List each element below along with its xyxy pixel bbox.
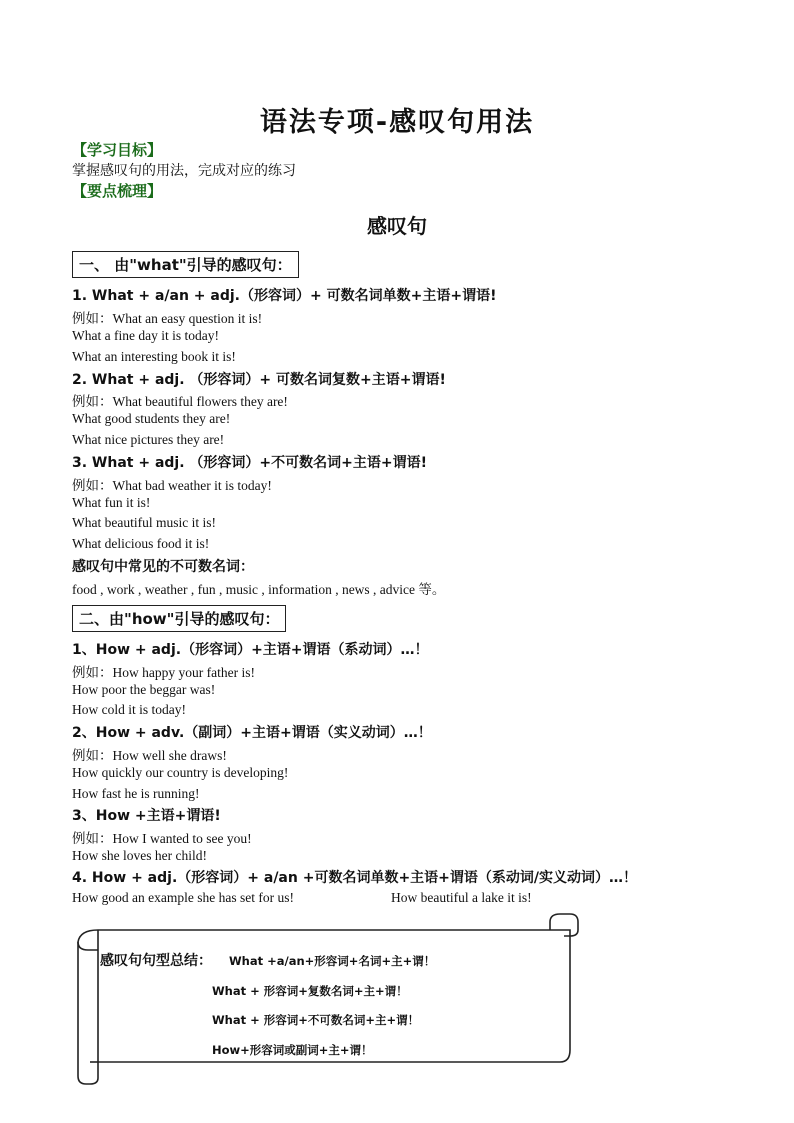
how-rule-4-example: How beautiful a lake it is!: [391, 890, 532, 905]
uncountable-list: food , work , weather , fun , music , information , news , advice 等。: [72, 582, 446, 597]
what-rule-2: 2. What + adj. （形容词）+ 可数名词复数+主语+谓语!: [72, 372, 446, 388]
what-rule-3-example: What delicious food it is!: [72, 536, 210, 551]
scroll-frame: [70, 910, 590, 1092]
summary-title: 感叹句句型总结：: [100, 953, 212, 969]
how-rule-1-example: 例如：How happy your father is!: [72, 665, 255, 680]
how-rule-3-example: 例如：How I wanted to see you!: [72, 831, 252, 846]
summary-line: What +a/an+形容词+名词+主+谓！: [229, 954, 436, 968]
how-rule-4-example: How good an example she has set for us!: [72, 890, 294, 905]
learning-goals-text: 掌握感叹句的用法，完成对应的练习: [72, 163, 296, 179]
what-rule-1-example: What an interesting book it is!: [72, 349, 236, 364]
section-heading: 感叹句: [367, 214, 427, 238]
what-rule-1-example: What a fine day it is today!: [72, 328, 219, 343]
how-rule-2: 2、How + adv.（副词）+主语+谓语（实义动词）…！: [72, 725, 432, 741]
how-rule-1-example: How cold it is today!: [72, 702, 186, 717]
what-rule-1-example: 例如：What an easy question it is!: [72, 311, 263, 326]
how-rule-1-example: How poor the beggar was!: [72, 682, 216, 697]
learning-goals-label: 【学习目标】: [72, 141, 163, 159]
uncountable-heading: 感叹句中常见的不可数名词：: [72, 559, 254, 575]
what-rule-3-example: 例如：What bad weather it is today!: [72, 478, 272, 493]
how-rule-3-example: How she loves her child!: [72, 848, 207, 863]
how-rule-1: 1、How + adj.（形容词）+主语+谓语（系动词）…！: [72, 642, 429, 658]
how-rule-2-example: 例如：How well she draws!: [72, 748, 227, 763]
summary-line: How+形容词或副词+主+谓！: [212, 1043, 373, 1057]
what-rule-3-example: What beautiful music it is!: [72, 515, 216, 530]
what-rule-3: 3. What + adj. （形容词）+不可数名词+主语+谓语!: [72, 455, 427, 471]
summary-line: What + 形容词+不可数名词+主+谓！: [212, 1013, 420, 1027]
summary-line: What + 形容词+复数名词+主+谓！: [212, 984, 408, 998]
how-rule-4: 4. How + adj.（形容词）+ a/an +可数名词单数+主语+谓语（系动词/实义动词）…！: [72, 870, 638, 886]
what-rule-2-example: What nice pictures they are!: [72, 432, 225, 447]
how-rule-2-example: How fast he is running!: [72, 786, 200, 801]
how-section-heading: 二、由"how"引导的感叹句：: [72, 605, 286, 632]
what-rule-1: 1. What + a/an + adj.（形容词）+ 可数名词单数+主语+谓语!: [72, 288, 497, 304]
key-points-label: 【要点梳理】: [72, 182, 163, 200]
page-title: 语法专项-感叹句用法: [259, 107, 535, 138]
how-rule-2-example: How quickly our country is developing!: [72, 765, 289, 780]
how-rule-3: 3、How +主语+谓语!: [72, 808, 221, 824]
what-rule-2-example: What good students they are!: [72, 411, 231, 426]
what-section-heading: 一、 由"what"引导的感叹句：: [72, 251, 299, 278]
what-rule-2-example: 例如：What beautiful flowers they are!: [72, 394, 288, 409]
what-rule-3-example: What fun it is!: [72, 495, 151, 510]
